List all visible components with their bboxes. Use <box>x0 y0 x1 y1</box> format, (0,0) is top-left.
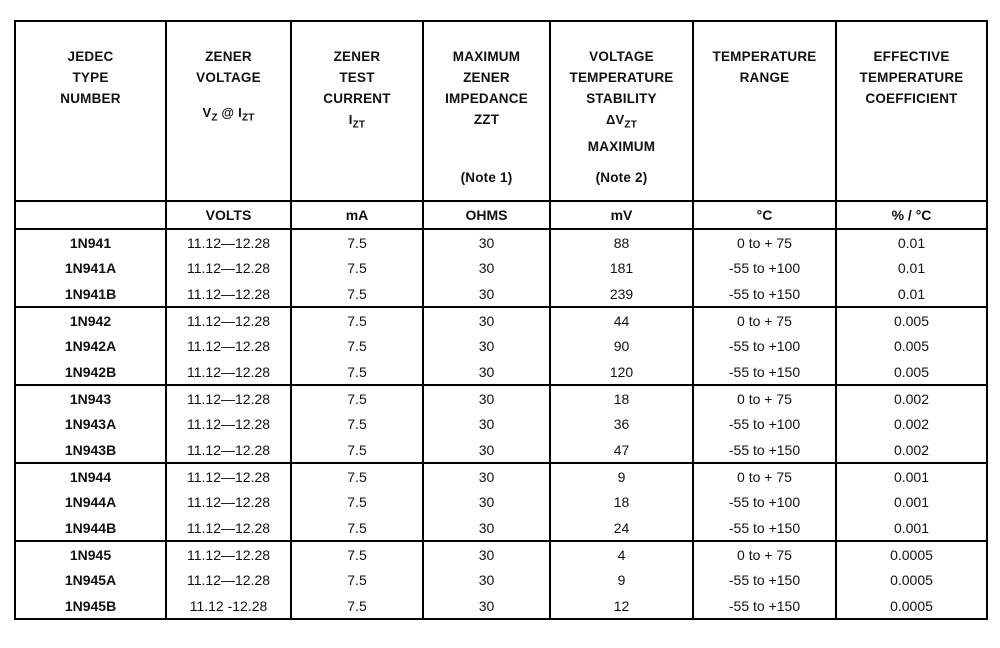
cell-voltage-temp-stability: 9 <box>550 567 693 593</box>
cell-max-zener-impedance: 30 <box>423 333 550 359</box>
table-row <box>15 333 987 359</box>
cell-max-zener-impedance: 30 <box>423 463 550 489</box>
cell-voltage-temp-stability: 4 <box>550 541 693 567</box>
cell-temp-coefficient: 0.01 <box>836 281 987 307</box>
cell-zener-test-current: 7.5 <box>291 515 423 541</box>
cell-jedec-type: 1N944B <box>15 515 166 541</box>
cell-zener-voltage: 11.12—12.28 <box>166 281 291 307</box>
cell-temp-coefficient: 0.0005 <box>836 567 987 593</box>
cell-jedec-type: 1N945A <box>15 567 166 593</box>
cell-temp-coefficient: 0.002 <box>836 385 987 411</box>
unit-cell-ohms: OHMS <box>423 201 550 229</box>
header-content <box>551 22 692 200</box>
table-row <box>15 255 987 281</box>
cell-zener-test-current: 7.5 <box>291 255 423 281</box>
cell-temperature-range: -55 to +150 <box>693 567 836 593</box>
cell-zener-test-current: 7.5 <box>291 359 423 385</box>
cell-zener-test-current: 7.5 <box>291 333 423 359</box>
header-line: VOLTAGE <box>589 49 654 64</box>
cell-max-zener-impedance: 30 <box>423 593 550 619</box>
cell-zener-test-current: 7.5 <box>291 229 423 255</box>
cell-temp-coefficient: 0.005 <box>836 333 987 359</box>
cell-temp-coefficient: 0.001 <box>836 515 987 541</box>
cell-voltage-temp-stability: 47 <box>550 437 693 463</box>
cell-jedec-type: 1N943B <box>15 437 166 463</box>
header-line: TEMPERATURE <box>569 70 674 85</box>
header-line: JEDEC <box>67 49 114 64</box>
cell-voltage-temp-stability: 88 <box>550 229 693 255</box>
table-row <box>15 541 987 567</box>
cell-temp-coefficient: 0.005 <box>836 359 987 385</box>
table-row <box>15 307 987 333</box>
cell-temp-coefficient: 0.001 <box>836 463 987 489</box>
units-row <box>15 201 987 229</box>
cell-max-zener-impedance: 30 <box>423 281 550 307</box>
header-line: EFFECTIVE <box>873 49 950 64</box>
cell-max-zener-impedance: 30 <box>423 229 550 255</box>
unit-cell-pct-degc: % / °C <box>836 201 987 229</box>
cell-zener-test-current: 7.5 <box>291 411 423 437</box>
cell-jedec-type: 1N943A <box>15 411 166 437</box>
note-1-ref: (Note 1) <box>460 170 513 185</box>
cell-temperature-range: -55 to +100 <box>693 255 836 281</box>
unit-cell-ma: mA <box>291 201 423 229</box>
unit-cell-degc: °C <box>693 201 836 229</box>
cell-jedec-type: 1N944 <box>15 463 166 489</box>
header-content <box>16 22 165 200</box>
cell-zener-voltage: 11.12—12.28 <box>166 333 291 359</box>
cell-voltage-temp-stability: 181 <box>550 255 693 281</box>
cell-temperature-range: -55 to +150 <box>693 281 836 307</box>
cell-zener-voltage: 11.12—12.28 <box>166 359 291 385</box>
zener-spec-table <box>14 20 988 620</box>
cell-temp-coefficient: 0.005 <box>836 307 987 333</box>
cell-jedec-type: 1N945 <box>15 541 166 567</box>
cell-voltage-temp-stability: 120 <box>550 359 693 385</box>
col-header-max-impedance <box>423 21 550 201</box>
cell-temp-coefficient: 0.002 <box>836 411 987 437</box>
header-line: IMPEDANCE <box>445 91 528 106</box>
cell-zener-voltage: 11.12—12.28 <box>166 515 291 541</box>
unit-cell-mv: mV <box>550 201 693 229</box>
header-line: ZENER <box>205 49 252 64</box>
table-row <box>15 385 987 411</box>
header-line: VOLTAGE <box>196 70 261 85</box>
cell-voltage-temp-stability: 18 <box>550 385 693 411</box>
col-header-jedec-type <box>15 21 166 201</box>
unit-cell-volts: VOLTS <box>166 201 291 229</box>
cell-jedec-type: 1N942A <box>15 333 166 359</box>
table-row <box>15 359 987 385</box>
col-header-zener-voltage <box>166 21 291 201</box>
cell-max-zener-impedance: 30 <box>423 541 550 567</box>
cell-max-zener-impedance: 30 <box>423 567 550 593</box>
col-header-test-current <box>291 21 423 201</box>
cell-zener-voltage: 11.12—12.28 <box>166 255 291 281</box>
cell-zener-voltage: 11.12 -12.28 <box>166 593 291 619</box>
cell-zener-test-current: 7.5 <box>291 541 423 567</box>
header-content <box>292 22 422 200</box>
formula-subscript: Z <box>211 112 218 124</box>
cell-zener-voltage: 11.12—12.28 <box>166 307 291 333</box>
symbol-subscript: ZT <box>624 119 638 131</box>
cell-jedec-type: 1N944A <box>15 489 166 515</box>
header-line: ZENER <box>333 49 381 64</box>
table-row <box>15 229 987 255</box>
cell-max-zener-impedance: 30 <box>423 385 550 411</box>
cell-temperature-range: 0 to + 75 <box>693 385 836 411</box>
cell-temperature-range: 0 to + 75 <box>693 541 836 567</box>
cell-jedec-type: 1N942B <box>15 359 166 385</box>
cell-temp-coefficient: 0.001 <box>836 489 987 515</box>
header-content <box>167 22 290 200</box>
izt-symbol <box>349 109 365 136</box>
cell-temperature-range: -55 to +100 <box>693 411 836 437</box>
cell-temp-coefficient: 0.01 <box>836 255 987 281</box>
header-content <box>694 22 835 200</box>
symbol-base: I <box>348 112 353 127</box>
cell-jedec-type: 1N941A <box>15 255 166 281</box>
cell-max-zener-impedance: 30 <box>423 489 550 515</box>
cell-zener-test-current: 7.5 <box>291 385 423 411</box>
cell-voltage-temp-stability: 44 <box>550 307 693 333</box>
cell-temperature-range: -55 to +100 <box>693 333 836 359</box>
unit-cell-blank <box>15 201 166 229</box>
cell-voltage-temp-stability: 90 <box>550 333 693 359</box>
header-line: RANGE <box>739 70 790 85</box>
cell-voltage-temp-stability: 36 <box>550 411 693 437</box>
cell-voltage-temp-stability: 9 <box>550 463 693 489</box>
cell-zener-test-current: 7.5 <box>291 437 423 463</box>
header-line: TYPE <box>72 70 109 85</box>
header-line: MAXIMUM <box>587 138 656 154</box>
cell-temperature-range: 0 to + 75 <box>693 463 836 489</box>
cell-voltage-temp-stability: 18 <box>550 489 693 515</box>
cell-voltage-temp-stability: 239 <box>550 281 693 307</box>
cell-temperature-range: -55 to +150 <box>693 359 836 385</box>
header-content <box>424 22 549 200</box>
cell-zener-voltage: 11.12—12.28 <box>166 385 291 411</box>
header-line: ZZT <box>473 112 500 127</box>
cell-voltage-temp-stability: 24 <box>550 515 693 541</box>
delta-vzt-symbol <box>606 109 637 136</box>
formula-mid: @ I <box>217 105 242 120</box>
table-row <box>15 463 987 489</box>
vz-at-izt-formula <box>202 102 254 129</box>
cell-zener-test-current: 7.5 <box>291 489 423 515</box>
cell-zener-test-current: 7.5 <box>291 281 423 307</box>
col-header-temp-coefficient <box>836 21 987 201</box>
table-row <box>15 411 987 437</box>
cell-temp-coefficient: 0.01 <box>836 229 987 255</box>
cell-temp-coefficient: 0.002 <box>836 437 987 463</box>
table-row <box>15 567 987 593</box>
symbol-subscript: ZT <box>352 119 366 131</box>
cell-jedec-type: 1N941B <box>15 281 166 307</box>
header-line: MAXIMUM <box>452 49 521 64</box>
cell-temperature-range: -55 to +150 <box>693 593 836 619</box>
table-row <box>15 281 987 307</box>
header-line: ZENER <box>463 70 510 85</box>
header-line: TEST <box>339 70 375 85</box>
table-row <box>15 593 987 619</box>
cell-jedec-type: 1N943 <box>15 385 166 411</box>
note-2-ref: (Note 2) <box>595 170 648 185</box>
cell-temp-coefficient: 0.0005 <box>836 541 987 567</box>
header-line: STABILITY <box>586 91 657 106</box>
cell-max-zener-impedance: 30 <box>423 411 550 437</box>
cell-max-zener-impedance: 30 <box>423 359 550 385</box>
formula-subscript: ZT <box>241 112 255 124</box>
table-body <box>15 229 987 619</box>
cell-zener-voltage: 11.12—12.28 <box>166 411 291 437</box>
cell-zener-test-current: 7.5 <box>291 463 423 489</box>
table-row <box>15 515 987 541</box>
header-line: COEFFICIENT <box>865 91 958 106</box>
cell-max-zener-impedance: 30 <box>423 515 550 541</box>
table-row <box>15 437 987 463</box>
cell-temp-coefficient: 0.0005 <box>836 593 987 619</box>
col-header-voltage-stability <box>550 21 693 201</box>
header-row <box>15 21 987 201</box>
cell-zener-voltage: 11.12—12.28 <box>166 567 291 593</box>
cell-zener-voltage: 11.12—12.28 <box>166 541 291 567</box>
cell-zener-voltage: 11.12—12.28 <box>166 437 291 463</box>
table-row <box>15 489 987 515</box>
header-line: TEMPERATURE <box>859 70 964 85</box>
cell-zener-voltage: 11.12—12.28 <box>166 489 291 515</box>
cell-zener-test-current: 7.5 <box>291 307 423 333</box>
cell-jedec-type: 1N945B <box>15 593 166 619</box>
cell-temperature-range: -55 to +100 <box>693 489 836 515</box>
cell-temperature-range: -55 to +150 <box>693 437 836 463</box>
header-line: TEMPERATURE <box>712 49 817 64</box>
cell-temperature-range: -55 to +150 <box>693 515 836 541</box>
col-header-temperature-range <box>693 21 836 201</box>
header-content <box>837 22 986 200</box>
cell-jedec-type: 1N942 <box>15 307 166 333</box>
cell-zener-voltage: 11.12—12.28 <box>166 463 291 489</box>
cell-max-zener-impedance: 30 <box>423 255 550 281</box>
header-line: CURRENT <box>323 91 391 106</box>
header-line: NUMBER <box>60 91 121 106</box>
cell-voltage-temp-stability: 12 <box>550 593 693 619</box>
cell-max-zener-impedance: 30 <box>423 307 550 333</box>
cell-temperature-range: 0 to + 75 <box>693 307 836 333</box>
cell-zener-voltage: 11.12—12.28 <box>166 229 291 255</box>
symbol-base: ΔV <box>605 112 625 127</box>
cell-zener-test-current: 7.5 <box>291 567 423 593</box>
cell-temperature-range: 0 to + 75 <box>693 229 836 255</box>
cell-zener-test-current: 7.5 <box>291 593 423 619</box>
formula-base: V <box>202 105 212 120</box>
cell-jedec-type: 1N941 <box>15 229 166 255</box>
cell-max-zener-impedance: 30 <box>423 437 550 463</box>
